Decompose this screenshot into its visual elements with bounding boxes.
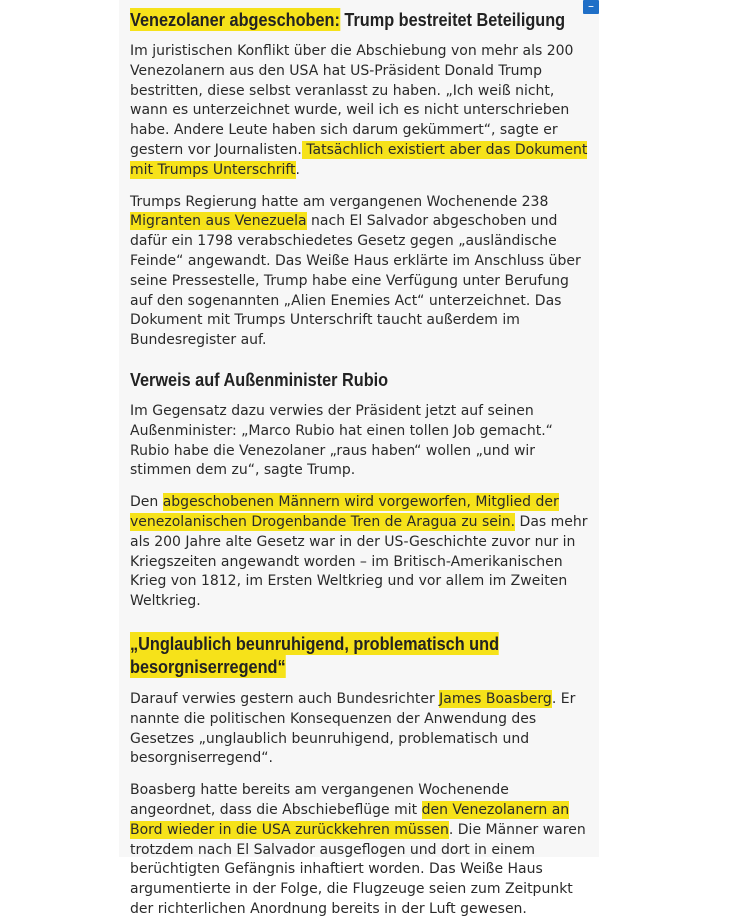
paragraph-text: Boasberg hatte bereits am vergangenen Wochenende angeordnet, dass die Abschiebeflüge mit	[130, 782, 509, 818]
heading-unglaublich	[130, 632, 592, 678]
paragraph-1	[130, 42, 592, 181]
highlight: abgeschobenen Männern wird vorgeworfen, Mitglied der venezolanischen Drogenbande Tren de Aragua zu sein.	[130, 494, 559, 530]
paragraph-2	[130, 193, 592, 351]
paragraph-text: nach El Salvador abgeschoben und dafür ein 1798 verabschiedetes Gesetz gegen „ausländische Feinde“ angewandt. Das Weiße Haus erklärte im Anschluss über seine Pressestelle, Trump habe eine Verfügung unter Berufung auf den sogenannten „Alien Enemies Act“ unterzeichnet. Das Dokument mit Trumps Unterschrift taucht außerdem im Bundesregister auf.	[130, 213, 581, 349]
paragraph-text: Trumps Regierung hatte am vergangenen Wochenende 238	[130, 193, 549, 210]
heading-venezolaner-abgeschoben	[130, 8, 592, 31]
highlight: den Venezolanern an Bord wieder in die USA zurückkehren müssen	[130, 801, 570, 838]
paragraph-text: . Er nannte die politischen Konsequenzen der Anwendung des Gesetzes „unglaublich beunruhigend, problematisch und besorgniserregend“.	[130, 690, 576, 767]
collapse-button[interactable]: –	[583, 0, 599, 14]
paragraph-text: .	[295, 161, 300, 178]
heading-text: Trump bestreitet Beteiligung	[339, 9, 566, 30]
highlight: Tatsächlich existiert aber das Dokument mit Trumps Unterschrift	[130, 141, 588, 178]
paragraph-text: Das mehr als 200 Jahre alte Gesetz war in der US-Geschichte zuvor nur in Kriegszeiten angewandt worden – im Britisch-Amerikanischen Krieg von 1812, im Ersten Weltkrieg und vor allem im Zweiten Weltkrieg.	[130, 513, 588, 610]
paragraph-4	[130, 493, 592, 612]
paragraph-6	[130, 781, 592, 920]
highlight: „Unglaublich beunruhigend, problematisch und besorgniserregend“	[130, 632, 500, 677]
paragraph-text: Darauf verwies gestern auch Bundesrichter	[130, 690, 440, 707]
highlight: James Boasberg	[439, 690, 552, 707]
paragraph-text: . Die Männer waren trotzdem nach El Salvador ausgeflogen und dort in einem berüchtigten Gefängnis inhaftiert worden. Das Weiße Haus argumentierte in der Folge, die Flugzeuge seien zum Zeitpunkt der richterlichen Anordnung bereits in der Luft gewesen.	[130, 821, 586, 917]
article-body	[130, 6, 592, 920]
paragraph-3: Im Gegensatz dazu verwies der Präsident jetzt auf seinen Außenminister: „Marco Rubio hat einen tollen Job gemacht.“ Rubio habe die Venezolaner „raus haben“ wollen „und wir stimmen dem zu“, sagte Trump.	[130, 402, 553, 479]
highlight: Venezolaner abgeschoben:	[130, 9, 340, 30]
paragraph-text: Im juristischen Konflikt über die Abschiebung von mehr als 200 Venezolanern aus den USA hat US-Präsident Donald Trump bestritten, diese selbst veranlasst zu haben. „Ich weiß nicht, wann es unterzeichnet wurde, weil ich es nicht unterschrieben habe. Andere Leute haben sich darum gekümmert“, sagte er gestern vor Journalisten.	[130, 43, 574, 158]
heading-rubio: Verweis auf Außenminister Rubio	[130, 368, 389, 390]
paragraph-5	[130, 690, 592, 769]
paragraph-text: Den	[130, 494, 163, 511]
highlight: Migranten aus Venezuela	[130, 213, 307, 230]
